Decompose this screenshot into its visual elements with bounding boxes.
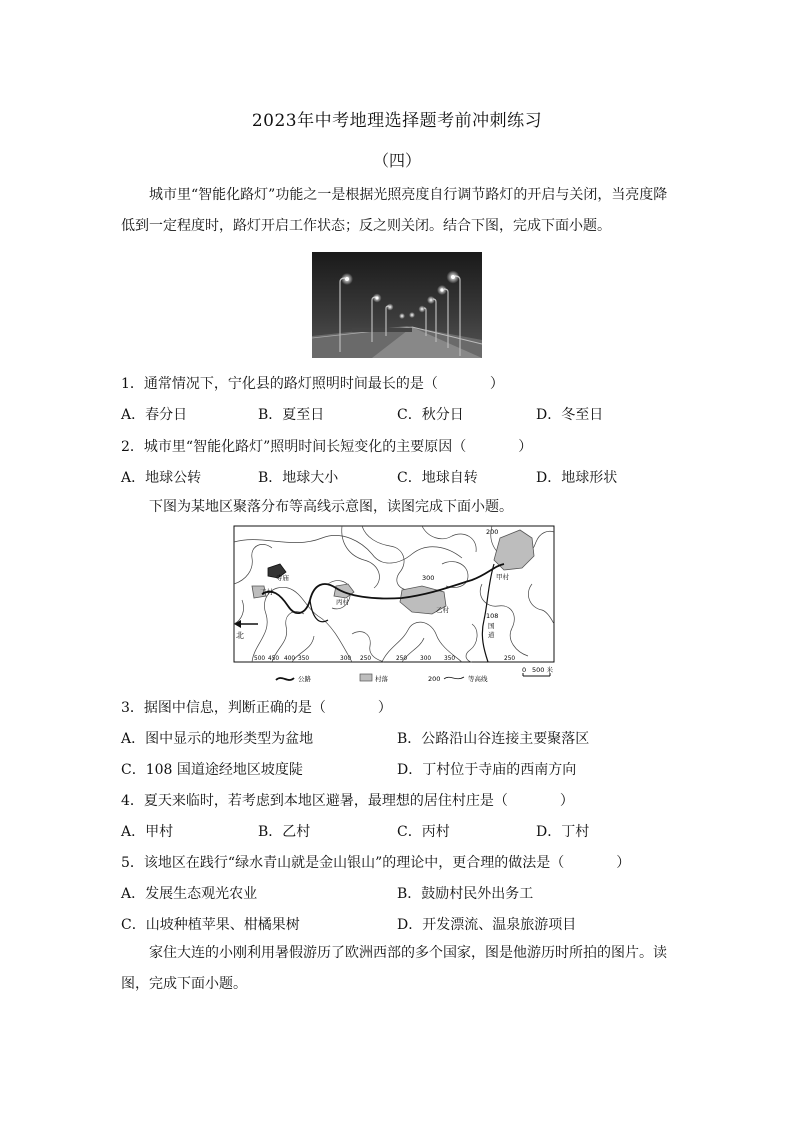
- contour-label-300: 300: [422, 574, 435, 582]
- q3-option-c: C．108 国道途经地区坡度陡: [121, 762, 303, 778]
- q2-option-c: C．地球自转: [397, 470, 478, 486]
- label-jia: 甲村: [496, 573, 509, 581]
- q5-option-a: A．发展生态观光农业: [121, 886, 258, 902]
- svg-text:250: 250: [504, 656, 516, 662]
- q1-option-c: C．秋分日: [397, 407, 464, 423]
- page-title: 2023年中考地理选择题考前冲刺练习: [251, 111, 543, 131]
- label-108-guo: 国: [488, 622, 495, 630]
- svg-text:500: 500: [254, 656, 266, 662]
- question-3: [121, 697, 392, 717]
- map-legend: [276, 665, 553, 683]
- q4-option-a: A．甲村: [121, 824, 174, 840]
- q5-option-c: C．山坡种植苹果、柑橘果树: [121, 917, 300, 933]
- question-5-end: ）: [616, 855, 631, 871]
- intro-paragraph-2: 下图为某地区聚落分布等高线示意图，读图完成下面小题。: [149, 499, 513, 515]
- question-2-end: ）: [518, 439, 533, 455]
- legend-village: 村落: [375, 675, 388, 683]
- question-4-end: ）: [559, 793, 574, 809]
- contour-label-200: 200: [486, 528, 499, 536]
- q5-option-b: B．鼓励村民外出务工: [397, 886, 534, 902]
- legend-contour-value: 200: [428, 675, 441, 683]
- q2-option-d: D．地球形状: [536, 470, 618, 486]
- contour-map: [232, 524, 558, 684]
- north-label: 北: [236, 631, 244, 640]
- q4-option-c: C．丙村: [397, 824, 450, 840]
- q1-option-a: A．春分日: [121, 407, 188, 423]
- q4-option-d: D．丁村: [536, 824, 590, 840]
- svg-text:350: 350: [444, 656, 456, 662]
- q3-option-d: D．丁村位于寺庙的西南方向: [397, 762, 577, 778]
- intro-paragraph-1: 城市里“智能化路灯”功能之一是根据光照亮度自行调节路灯的开启与关闭，当亮度降低到一定程度时，路灯开启工作状态；反之则关闭。结合下图，完成下面小题。: [121, 187, 668, 234]
- q3-option-a: A．图中显示的地形类型为盆地: [121, 731, 314, 747]
- question-2: [121, 436, 532, 456]
- svg-text:300: 300: [420, 656, 432, 662]
- q1-option-d: D．冬至日: [536, 407, 604, 423]
- svg-text:300: 300: [340, 656, 352, 662]
- question-4: [121, 790, 574, 810]
- question-3-stem: 3．据图中信息，判断正确的是（: [121, 700, 326, 716]
- question-1-stem: 1．通常情况下，宁化县的路灯照明时间最长的是（: [121, 376, 438, 392]
- legend-contour: 等高线: [468, 675, 488, 683]
- legend-road: 公路: [298, 675, 311, 683]
- page-subtitle: （四）: [372, 151, 421, 170]
- svg-text:250: 250: [396, 656, 408, 662]
- question-3-end: ）: [377, 700, 392, 716]
- label-bing: 丙村: [336, 598, 349, 606]
- label-108-dao: 道: [488, 631, 495, 639]
- question-5: [121, 852, 630, 872]
- question-2-stem: 2．城市里“智能化路灯”照明时间长短变化的主要原因（: [121, 439, 467, 455]
- scale-500: 500 米: [532, 666, 553, 674]
- scale-zero: 0: [522, 666, 527, 674]
- q4-option-b: B．乙村: [258, 824, 311, 840]
- q2-option-b: B．地球大小: [258, 470, 339, 486]
- question-1-end: ）: [489, 376, 504, 392]
- q1-option-b: B．夏至日: [258, 407, 325, 423]
- question-1: [121, 373, 504, 393]
- svg-text:400: 400: [284, 656, 296, 662]
- question-4-stem: 4．夏天来临时，若考虑到本地区避暑，最理想的居住村庄是（: [121, 793, 508, 809]
- label-108: 108: [486, 612, 499, 620]
- svg-text:250: 250: [360, 656, 372, 662]
- street-light-photo: [312, 252, 482, 358]
- q3-option-b: B．公路沿山谷连接主要聚落区: [397, 731, 590, 747]
- intro-paragraph-3: 家住大连的小刚利用暑假游历了欧洲西部的多个国家，图是他游历时所拍的图片。读图，完成下面小题。: [121, 945, 667, 992]
- question-5-stem: 5．该地区在践行“绿水青山就是金山银山”的理论中，更合理的做法是（: [121, 855, 565, 871]
- label-temple: 寺庙: [276, 574, 289, 582]
- svg-text:350: 350: [298, 656, 310, 662]
- q2-option-a: A．地球公转: [121, 470, 202, 486]
- label-yi: 乙村: [436, 606, 449, 614]
- label-ding: 丁村: [260, 588, 273, 596]
- svg-text:450: 450: [268, 656, 280, 662]
- q5-option-d: D．开发漂流、温泉旅游项目: [397, 917, 577, 933]
